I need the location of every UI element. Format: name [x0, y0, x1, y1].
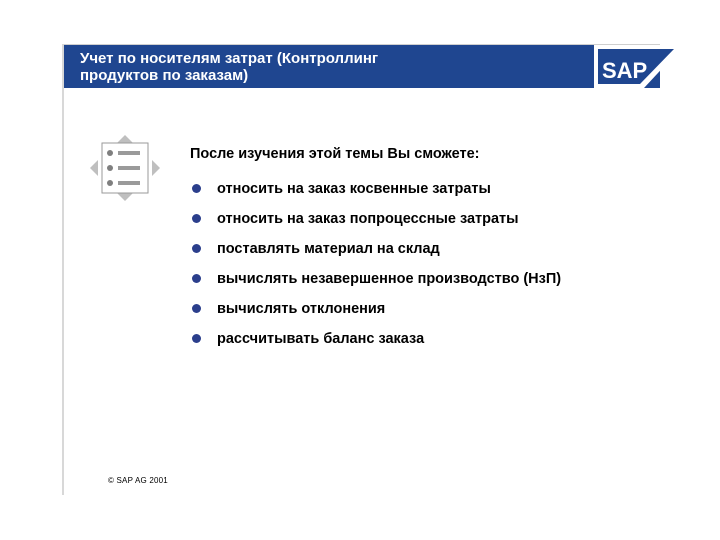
- list-item-text: относить на заказ косвенные затраты: [217, 181, 491, 197]
- list-item: [190, 210, 590, 229]
- bullet-icon: [192, 184, 201, 193]
- list-item: [190, 330, 590, 349]
- objectives-list-icon: [90, 135, 160, 201]
- list-item: [190, 270, 590, 289]
- bullet-icon: [192, 214, 201, 223]
- list-item-text: относить на заказ попроцессные затраты: [217, 211, 519, 227]
- bullet-icon: [192, 334, 201, 343]
- intro-text: После изучения этой темы Вы сможете:: [190, 146, 480, 162]
- objectives-list: [190, 180, 590, 349]
- bullet-icon: [192, 274, 201, 283]
- title-bar: [64, 45, 660, 88]
- list-item-text: рассчитывать баланс заказа: [217, 331, 425, 347]
- left-divider: [62, 44, 64, 495]
- bullet-icon: [192, 244, 201, 253]
- list-item: [190, 180, 590, 199]
- list-item-text: вычислять незавершенное производство (НзП): [217, 271, 562, 287]
- list-item-text: поставлять материал на склад: [217, 241, 440, 257]
- bullet-icon: [192, 304, 201, 313]
- sap-logo: [594, 45, 684, 88]
- copyright-footer: © SAP AG 2001: [108, 476, 168, 485]
- slide-content: [190, 145, 590, 360]
- list-item-text: вычислять отклонения: [217, 301, 386, 317]
- list-item: [190, 300, 590, 319]
- slide-title: Учет по носителям затрат (Контроллинг продуктов по заказам): [80, 50, 379, 84]
- list-item: [190, 240, 590, 259]
- svg-text:SAP: SAP: [602, 58, 648, 83]
